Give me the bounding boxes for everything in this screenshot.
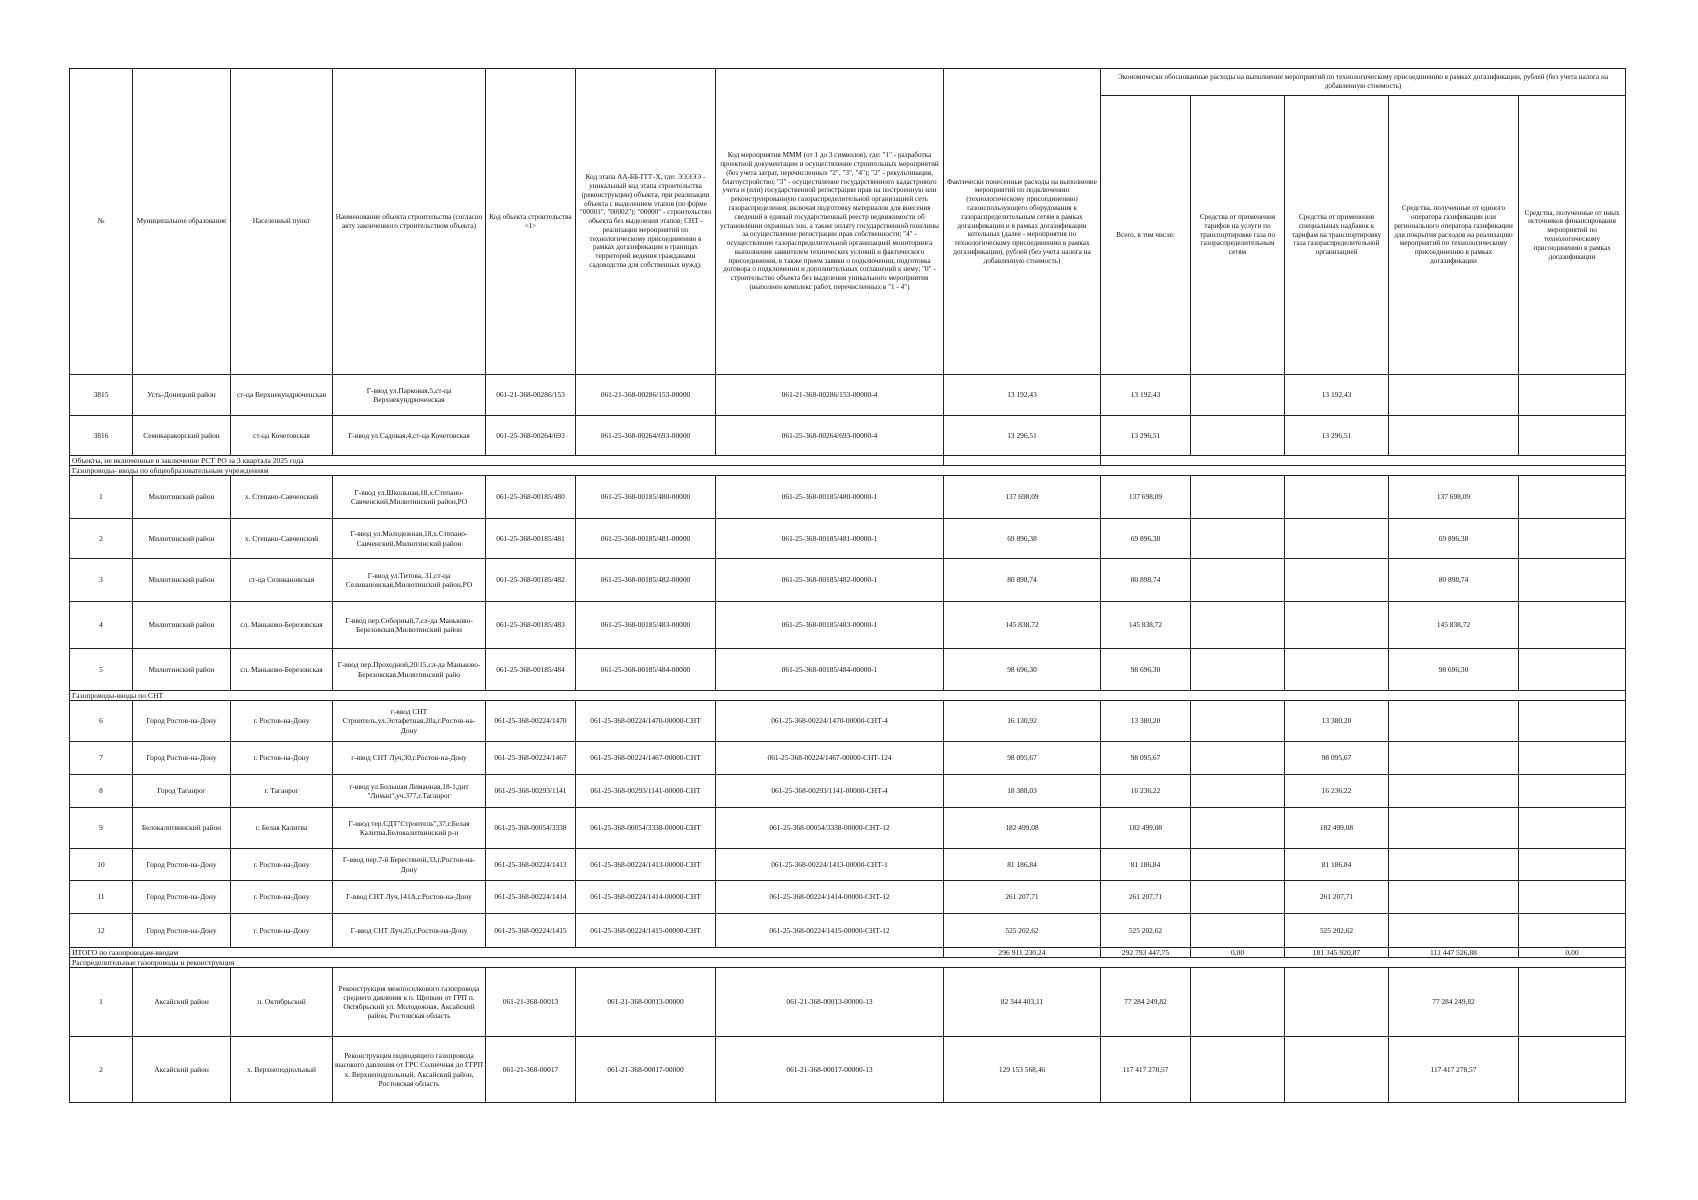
header-object-name: Наименование объекта строительства (согласно акту законченного строительством объекта): [333, 69, 486, 375]
cell-operator: 98 696,30: [1389, 649, 1519, 691]
cell-object-name: Г-ввод ул.Титова, 31,ст-ца Селивановская,Милютинский район,РО: [333, 559, 486, 602]
cell-other: [1519, 416, 1626, 456]
total-label: ИТОГО по газопроводам-вводам: [70, 948, 944, 958]
cell-object-name: Реконструкция межпоселкового газопровода среднего давления к п. Щепкин от ГРП п. Октябрьский ул. Молодежная, Аксайский район, Ростовская область: [333, 968, 486, 1037]
total-operator: 111 447 526,88: [1389, 948, 1519, 958]
cell-settlement: х. Верхнеподпольный: [231, 1037, 333, 1103]
cell-municipality: Милютинский район: [133, 559, 231, 602]
cell-total: 81 186,84: [1101, 849, 1191, 881]
cell-operator: 117 417 278,57: [1389, 1037, 1519, 1103]
cell-stage-code: 061-21-368-00017-00000: [576, 1037, 716, 1103]
table-row: [70, 742, 1626, 775]
header-settlement: Населенный пункт: [231, 69, 333, 375]
cell-settlement: г. Ростов-на-Дону: [231, 742, 333, 775]
cell-num: 2: [70, 1037, 133, 1103]
cell-settlement: г. Ростов-на-Дону: [231, 881, 333, 914]
cell-object-name: г-ввод СНТ Строитель,ул.Эстафетная,20а,г.Ростов-на-Дону: [333, 701, 486, 742]
cell-surcharges: 16 236,22: [1285, 775, 1389, 808]
cell-stage-code: 061-25-368-00185/480-00000: [576, 476, 716, 519]
cell-surcharges: 98 095,67: [1285, 742, 1389, 775]
cell-other: [1519, 808, 1626, 849]
cell-object-code: 061-25-368-00185/483: [486, 602, 576, 649]
cell-other: [1519, 375, 1626, 416]
cell-actual: 137 698,09: [944, 476, 1101, 519]
cell-actual: 261 207,71: [944, 881, 1101, 914]
cell-surcharges: 525 202,62: [1285, 914, 1389, 948]
cell-total: 13 296,51: [1101, 416, 1191, 456]
cell-settlement: г. Ростов-на-Дону: [231, 701, 333, 742]
cell-object-name: Г-ввод ул.Молодежная,18,х.Степано-Савченский,Милютинский район: [333, 519, 486, 559]
cell-total: 98 095,67: [1101, 742, 1191, 775]
cell-object-name: Г-ввод СНТ Луч,141А,г.Ростов-на-Дону: [333, 881, 486, 914]
cell-tariffs: [1191, 968, 1285, 1037]
table-row: [70, 914, 1626, 948]
cell-tariffs: [1191, 559, 1285, 602]
cell-object-code: 061-25-368-00224/1467: [486, 742, 576, 775]
cell-actual: 98 095,67: [944, 742, 1101, 775]
cell-stage-code: 061-21-368-00286/153-00000: [576, 375, 716, 416]
cell-operator: [1389, 849, 1519, 881]
cell-event-code: 061-21-368-00017-00000-13: [716, 1037, 944, 1103]
cell-other: [1519, 968, 1626, 1037]
cell-stage-code: 061-25-368-00185/484-00000: [576, 649, 716, 691]
cell-total: 98 696,30: [1101, 649, 1191, 691]
cell-num: 3815: [70, 375, 133, 416]
cell-stage-code: 061-25-368-00185/481-00000: [576, 519, 716, 559]
cell-actual: 18 388,03: [944, 775, 1101, 808]
cell-actual: 69 896,38: [944, 519, 1101, 559]
header-municipality: Муниципальное образование: [133, 69, 231, 375]
cell-stage-code: 061-25-368-00185/483-00000: [576, 602, 716, 649]
cell-event-code: 061-25-368-00054/3338-00000-СНТ-12: [716, 808, 944, 849]
cell-other: [1519, 775, 1626, 808]
header-from-operator: Средства, полученные от единого оператора газификации или регионального оператора газификации для покрытия расходов на реализацию мероприятий по технологическому присоединению в рамках догазификации: [1389, 96, 1519, 375]
cell-municipality: Белокалитвинский район: [133, 808, 231, 849]
table-row: [70, 808, 1626, 849]
cell-tariffs: [1191, 808, 1285, 849]
cell-object-name: Г-ввод СНТ Луч,25,г.Ростов-на-Дону: [333, 914, 486, 948]
header-event-code: Код мероприятия ММM (от 1 до 3 символов), где: "1" - разработка проектной документации и осуществление строительных мероприятий (без учета затрат, перечисленных "2", "3", "4"); "2" - рекультивация, благоустройство; "3" - осуществление государственного кадастрового учета и (или) государственной регистрации прав на построенную или реконструированную газораспределительной организацией сеть газораспределения, включая подготовку материалов для внесения сведений в единый государственный реестр недвижимости об установлении охранных зон, а также оплату государственной пошлины за осуществление регистрации прав собственности; "4" - осуществление газораспределительной организацией мониторинга выполнения заявителем технических условий и фактического присоединения, в также прием заявки о подключении, подготовка договора о подключении и дополнительных соглашений к нему; "0" - строительство объекта без выделения уникального мероприятия (выполнен комплекс работ, перечисленных в "1 - 4"): [716, 69, 944, 375]
table-row: [70, 476, 1626, 519]
cell-actual: 13 296,51: [944, 416, 1101, 456]
cell-num: 6: [70, 701, 133, 742]
cell-object-code: 061-25-368-00224/1470: [486, 701, 576, 742]
cell-municipality: Город Ростов-на-Дону: [133, 701, 231, 742]
cell-operator: [1389, 701, 1519, 742]
cell-object-code: 061-25-368-00054/3338: [486, 808, 576, 849]
cell-other: [1519, 849, 1626, 881]
cell-actual: 129 153 568,46: [944, 1037, 1101, 1103]
cell-object-code: 061-21-368-00017: [486, 1037, 576, 1103]
cell-operator: 69 896,38: [1389, 519, 1519, 559]
cell-total: 77 284 249,82: [1101, 968, 1191, 1037]
cell-municipality: Милютинский район: [133, 649, 231, 691]
cell-event-code: 061-21-368-00013-00000-13: [716, 968, 944, 1037]
total-surcharges: 181 345 920,87: [1285, 948, 1389, 958]
cell-municipality: Аксайский район: [133, 968, 231, 1037]
cell-object-name: г-ввод ул.Большая Лиманная,18-1,днт "Лиман",уч.377,г.Таганрог: [333, 775, 486, 808]
cell-actual: 98 696,30: [944, 649, 1101, 691]
cell-num: 12: [70, 914, 133, 948]
cell-actual: 525 202,62: [944, 914, 1101, 948]
table-row: [70, 602, 1626, 649]
table-row: [70, 881, 1626, 914]
cell-event-code: 061-25-368-00185/480-00000-1: [716, 476, 944, 519]
cell-municipality: Милютинский район: [133, 476, 231, 519]
cell-event-code: 061-25-368-00224/1414-00000-СНТ-12: [716, 881, 944, 914]
cell-num: 3816: [70, 416, 133, 456]
cell-object-code: 061-25-368-00185/481: [486, 519, 576, 559]
cell-municipality: Город Ростов-на-Дону: [133, 742, 231, 775]
table-row: [70, 849, 1626, 881]
cell-surcharges: 81 186,84: [1285, 849, 1389, 881]
cell-stage-code: 061-25-368-00054/3338-00000-СНТ: [576, 808, 716, 849]
table-row: [70, 701, 1626, 742]
cell-num: 1: [70, 968, 133, 1037]
cell-settlement: х. Степано-Савченский: [231, 519, 333, 559]
cell-tariffs: [1191, 701, 1285, 742]
cell-other: [1519, 701, 1626, 742]
cell-num: 8: [70, 775, 133, 808]
cell-object-name: Г-ввод ул.Школьная,18,х.Степано-Савченский,Милютинский район,РО: [333, 476, 486, 519]
cell-operator: [1389, 375, 1519, 416]
cell-total: 16 236,22: [1101, 775, 1191, 808]
cell-settlement: сл. Маньково-Березовская: [231, 649, 333, 691]
cell-stage-code: 061-25-368-00224/1470-00000-СНТ: [576, 701, 716, 742]
table-row: [70, 375, 1626, 416]
cell-tariffs: [1191, 476, 1285, 519]
section-title-edu: Газопроводы- вводы по общеобразовательным учреждениям: [70, 466, 1626, 476]
cell-event-code: 061-25-368-00224/1467-00000-СНТ-124: [716, 742, 944, 775]
cell-num: 2: [70, 519, 133, 559]
cell-num: 5: [70, 649, 133, 691]
header-total-incl: Всего, в том числе:: [1101, 96, 1191, 375]
cell-object-code: 061-21-368-00286/153: [486, 375, 576, 416]
table-row: [70, 519, 1626, 559]
cell-stage-code: 061-25-368-00224/1414-00000-СНТ: [576, 881, 716, 914]
cell-settlement: п. Октябрьский: [231, 968, 333, 1037]
cell-operator: [1389, 808, 1519, 849]
cell-actual: 80 898,74: [944, 559, 1101, 602]
cell-object-code: 061-25-368-00224/1413: [486, 849, 576, 881]
cell-stage-code: 061-21-368-00013-00000: [576, 968, 716, 1037]
cell-other: [1519, 742, 1626, 775]
cell-object-name: Г-ввод пер.Соборный,7,сл-да Маньково-Березовская,Милютинский район: [333, 602, 486, 649]
cell-object-name: Г-ввод ул.Парковая,5,ст-ца Верхнекундрюченская: [333, 375, 486, 416]
cell-tariffs: [1191, 519, 1285, 559]
cell-surcharges: 13 192,43: [1285, 375, 1389, 416]
cell-object-name: Г-ввод пер.7-й Берестяной,33,г.Ростов-на-Дону: [333, 849, 486, 881]
cell-municipality: Усть-Донецкий район: [133, 375, 231, 416]
cell-object-code: 061-25-368-00185/480: [486, 476, 576, 519]
cell-municipality: Милютинский район: [133, 602, 231, 649]
cell-actual: 145 838,72: [944, 602, 1101, 649]
header-stage-code: Код этапа АА-ББ-ГГГ-Х, где: ЭЭЭЭЭ - уникальный код этапа строительства (реконструкции) объекта, при реализации объекта с выделением этапов (по форме "00001", "00002"); "00000" - строительство объекта без выделения этапов; СНТ - реализация мероприятий по технологическому присоединению в рамках догазификации в границах территорий ведения гражданами садоводства для собственных нужд).: [576, 69, 716, 375]
cell-surcharges: 261 207,71: [1285, 881, 1389, 914]
cell-num: 3: [70, 559, 133, 602]
cell-object-name: Г-ввод ул.Садовая,4,ст-ца Кочетовская: [333, 416, 486, 456]
cell-municipality: Семикаракорский район: [133, 416, 231, 456]
cell-object-name: г-ввод СНТ Луч,30,г.Ростов-на-Дону: [333, 742, 486, 775]
section-title-snt: Газопроводы-вводы по СНТ: [70, 691, 1626, 701]
table-row: [70, 416, 1626, 456]
cell-surcharges: [1285, 649, 1389, 691]
header-from-surcharges: Средства от применения специальных надбавок к тарифам на транспортировку газа газораспределительной организацией: [1285, 96, 1389, 375]
total-row: [70, 948, 1626, 958]
header-object-code: Код объекта строительства <1>: [486, 69, 576, 375]
cell-actual: 81 186,84: [944, 849, 1101, 881]
cell-tariffs: [1191, 775, 1285, 808]
cell-object-code: 061-25-368-00264/693: [486, 416, 576, 456]
cell-tariffs: [1191, 849, 1285, 881]
cell-total: 261 207,71: [1101, 881, 1191, 914]
header-from-tariffs: Средства от применения тарифов на услуги по транспортировке газа по газораспределительным сетям: [1191, 96, 1285, 375]
cell-settlement: г. Белая Калитва: [231, 808, 333, 849]
cell-settlement: х. Степано-Савченский: [231, 476, 333, 519]
cell-actual: 82 344 403,11: [944, 968, 1101, 1037]
cell-total: 13 380,20: [1101, 701, 1191, 742]
cell-object-code: 061-25-368-00185/484: [486, 649, 576, 691]
cell-stage-code: 061-25-368-00224/1413-00000-СНТ: [576, 849, 716, 881]
cell-object-code: 061-25-368-00224/1415: [486, 914, 576, 948]
cell-event-code: 061-25-368-00224/1470-00000-СНТ-4: [716, 701, 944, 742]
cell-other: [1519, 881, 1626, 914]
total-other: 0,00: [1519, 948, 1626, 958]
cell-event-code: 061-25-368-00185/482-00000-1: [716, 559, 944, 602]
cell-object-code: 061-21-368-00013: [486, 968, 576, 1037]
cell-municipality: Город Ростов-на-Дону: [133, 914, 231, 948]
cell-municipality: Город Ростов-на-Дону: [133, 849, 231, 881]
cell-other: [1519, 559, 1626, 602]
cell-municipality: Аксайский район: [133, 1037, 231, 1103]
cell-total: 117 417 278,57: [1101, 1037, 1191, 1103]
cell-object-name: Г-ввод пер.Проходной,20/15,сл-да Маньково-Березовская,Милютинский райо: [333, 649, 486, 691]
cell-settlement: ст-ца Верхнекундрюченская: [231, 375, 333, 416]
header-num: №: [70, 69, 133, 375]
header-from-other: Средства, полученные от иных источников финансирования мероприятий по технологическому присоединению в рамках догазификации: [1519, 96, 1626, 375]
cell-other: [1519, 649, 1626, 691]
cell-surcharges: 182 499,08: [1285, 808, 1389, 849]
cell-event-code: 061-25-368-00185/483-00000-1: [716, 602, 944, 649]
cell-total: 145 838,72: [1101, 602, 1191, 649]
table-row: [70, 775, 1626, 808]
cell-surcharges: [1285, 559, 1389, 602]
cell-total: 80 898,74: [1101, 559, 1191, 602]
cell-other: [1519, 602, 1626, 649]
cell-total: 13 192,43: [1101, 375, 1191, 416]
cell-tariffs: [1191, 881, 1285, 914]
report-sheet: [69, 68, 1625, 1103]
cell-municipality: Город Таганрог: [133, 775, 231, 808]
cell-operator: 77 284 249,82: [1389, 968, 1519, 1037]
cell-settlement: ст-ца Селивановская: [231, 559, 333, 602]
cell-event-code: 061-25-368-00293/1141-00000-СНТ-4: [716, 775, 944, 808]
cell-operator: 137 698,09: [1389, 476, 1519, 519]
table-row: [70, 559, 1626, 602]
cell-other: [1519, 476, 1626, 519]
section-title-not-included: Объекты, не включенные в заключение РСТ РО за 3 квартала 2025 года: [70, 456, 944, 466]
cell-num: 1: [70, 476, 133, 519]
cell-settlement: г. Ростов-на-Дону: [231, 914, 333, 948]
cell-settlement: сл. Маньково-Березовская: [231, 602, 333, 649]
cell-tariffs: [1191, 1037, 1285, 1103]
cell-stage-code: 061-25-368-00264/693-00000: [576, 416, 716, 456]
header-econ-group: Экономически обоснованные расходы на выполнение мероприятий по технологическому присоединению в рамках догазификации, рублей (без учета налога на добавленную стоимость): [1101, 69, 1626, 96]
cell-num: 7: [70, 742, 133, 775]
cell-operator: [1389, 742, 1519, 775]
cell-stage-code: 061-25-368-00185/482-00000: [576, 559, 716, 602]
section-row: [70, 958, 1626, 968]
total-actual: 296 911 230,24: [944, 948, 1101, 958]
cell-settlement: ст-ца Кочетовская: [231, 416, 333, 456]
cell-settlement: г. Ростов-на-Дону: [231, 849, 333, 881]
section-title-dist: Распределительные газопроводы и реконструкция: [70, 958, 1626, 968]
cell-other: [1519, 914, 1626, 948]
cell-total: 525 202,62: [1101, 914, 1191, 948]
cell-num: 4: [70, 602, 133, 649]
cell-event-code: 061-25-368-00224/1415-00000-СНТ-12: [716, 914, 944, 948]
cell-num: 11: [70, 881, 133, 914]
cell-object-name: Г-ввод тер.СДТ"Строитель",37,г.Белая Калитва,Белокалитвинский р-н: [333, 808, 486, 849]
cell-tariffs: [1191, 914, 1285, 948]
cell-object-code: 061-25-368-00293/1141: [486, 775, 576, 808]
cell-event-code: 061-25-368-00185/484-00000-1: [716, 649, 944, 691]
cell-total: 69 896,38: [1101, 519, 1191, 559]
section-row: [70, 456, 1626, 466]
cell-tariffs: [1191, 742, 1285, 775]
section-row: [70, 691, 1626, 701]
cell-object-name: Реконструкция подводящего газопровода высокого давления от ГРС Солнечная до ГГРП х. Верхнеподпольный, Аксайский район, Ростовская область: [333, 1037, 486, 1103]
cell-operator: [1389, 775, 1519, 808]
cell-surcharges: [1285, 968, 1389, 1037]
cell-event-code: 061-21-368-00286/153-00000-4: [716, 375, 944, 416]
cell-other: [1519, 1037, 1626, 1103]
header-actual-costs: Фактически понесенные расходы на выполнение мероприятий по подключению (технологическому присоединению) газоиспользующего оборудования к газораспределительным сетям в рамках догазификации и в рамках догазификации котельных (далее - мероприятия по технологическому присоединению в рамках догазификации), рублей (без учета налога на добавленную стоимость): [944, 69, 1101, 375]
cell-surcharges: 13 296,51: [1285, 416, 1389, 456]
cell-object-code: 061-25-368-00185/482: [486, 559, 576, 602]
cell-event-code: 061-25-368-00185/481-00000-1: [716, 519, 944, 559]
cell-tariffs: [1191, 649, 1285, 691]
cell-operator: [1389, 914, 1519, 948]
table-row: [70, 1037, 1626, 1103]
cell-stage-code: 061-25-368-00224/1467-00000-СНТ: [576, 742, 716, 775]
cell-event-code: 061-25-368-00224/1413-00000-СНТ-1: [716, 849, 944, 881]
cell-num: 10: [70, 849, 133, 881]
cell-tariffs: [1191, 416, 1285, 456]
cell-stage-code: 061-25-368-00224/1415-00000-СНТ: [576, 914, 716, 948]
cell-other: [1519, 519, 1626, 559]
total-tariffs: 0,00: [1191, 948, 1285, 958]
cell-surcharges: [1285, 476, 1389, 519]
cell-stage-code: 061-25-368-00293/1141-00000-СНТ: [576, 775, 716, 808]
cell-surcharges: [1285, 1037, 1389, 1103]
report-table: [69, 68, 1626, 1103]
table-row: [70, 649, 1626, 691]
cell-operator: 145 838,72: [1389, 602, 1519, 649]
cell-object-code: 061-25-368-00224/1414: [486, 881, 576, 914]
table-row: [70, 968, 1626, 1037]
cell-operator: [1389, 881, 1519, 914]
cell-operator: 80 898,74: [1389, 559, 1519, 602]
cell-municipality: Город Ростов-на-Дону: [133, 881, 231, 914]
cell-num: 9: [70, 808, 133, 849]
cell-event-code: 061-25-368-00264/693-00000-4: [716, 416, 944, 456]
section-row: [70, 466, 1626, 476]
cell-surcharges: 13 380,20: [1285, 701, 1389, 742]
cell-municipality: Милютинский район: [133, 519, 231, 559]
cell-actual: 16 130,92: [944, 701, 1101, 742]
cell-tariffs: [1191, 602, 1285, 649]
cell-operator: [1389, 416, 1519, 456]
cell-settlement: г. Таганрог: [231, 775, 333, 808]
cell-total: 137 698,09: [1101, 476, 1191, 519]
cell-actual: 182 499,08: [944, 808, 1101, 849]
cell-total: 182 499,08: [1101, 808, 1191, 849]
cell-surcharges: [1285, 602, 1389, 649]
total-total: 292 793 447,75: [1101, 948, 1191, 958]
cell-actual: 13 192,43: [944, 375, 1101, 416]
cell-tariffs: [1191, 375, 1285, 416]
cell-surcharges: [1285, 519, 1389, 559]
